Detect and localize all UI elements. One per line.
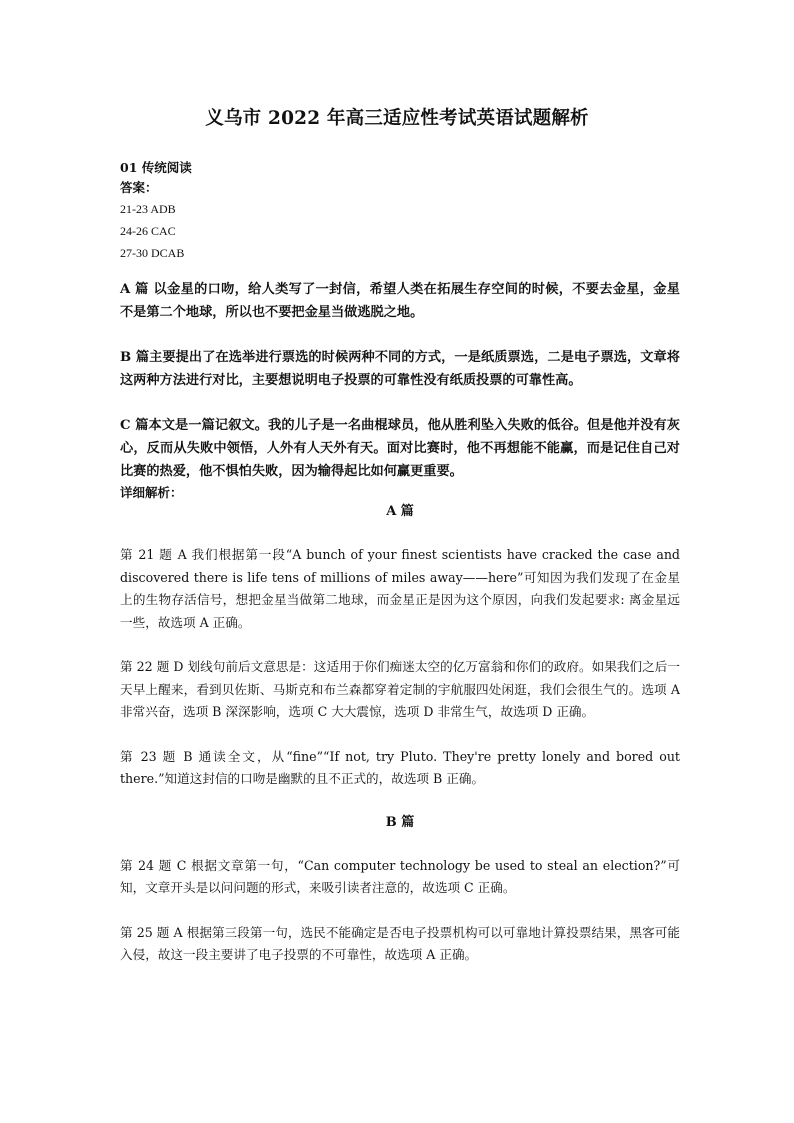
answer-list	[120, 198, 680, 264]
answer-line: 21-23 ADB	[120, 202, 176, 216]
answer-line: 27-30 DCAB	[120, 246, 185, 260]
question-21: 第 21 题 A 我们根据第一段“A bunch of your finest scientists have cracked the case and discovered there is life tens of millions of miles away——here”可知因为我们发现了在金星上的生物存活信号，想把金星当做第二地球，而金星正是因为这个原因，向我们发起要求: 离金星远一些，故选项 A 正确。	[120, 547, 680, 630]
question-23: 第 23 题 B 通读全文，从“fine”“If not, try Pluto. They're pretty lonely and bored out there.”知道这封信的口吻是幽默的且不正式的，故选项 B 正确。	[120, 748, 680, 786]
detail-label: 详细解析：	[120, 485, 183, 500]
document-body	[120, 158, 680, 967]
summary-b: B 篇主要提出了在选举进行票选的时候两种不同的方式，一是纸质票选，二是电子票选，文章将这两种方法进行对比，主要想说明电子投票的可靠性没有纸质投票的可靠性高。	[120, 350, 680, 388]
question-25: 第 25 题 A 根据第三段第一句，选民不能确定是否电子投票机构可以可靠地计算投票结果，黑客可能入侵，故这一段主要讲了电子投票的不可靠性，故选项 A 正确。	[120, 924, 680, 962]
question-24: 第 24 题 C 根据文章第一句，“Can computer technology be used to steal an election?”可知，文章开头是以问问题的形式，来吸引读者注意的，故选项 C 正确。	[120, 857, 680, 895]
section-heading: 01 传统阅读	[120, 160, 192, 175]
question-22: 第 22 题 D 划线句前后文意思是：这适用于你们痴迷太空的亿万富翁和你们的政府。如果我们之后一天早上醒来，看到贝佐斯、马斯克和布兰森都穿着定制的宇航服四处闲逛，我们会很生气的。选项 A 非常兴奋，选项 B 深深影响，选项 C 大大震惊，选项 D 非常生气，故选项 D 正确。	[120, 659, 680, 719]
document-title: 义乌市 2022 年高三适应性考试英语试题解析	[205, 108, 589, 129]
part-b-heading: B 篇	[385, 814, 415, 830]
summary-a: A 篇 以金星的口吻，给人类写了一封信，希望人类在拓展生存空间的时候，不要去金星，金星不是第二个地球，所以也不要把金星当做逃脱之地。	[120, 282, 680, 320]
part-a-heading: A 篇	[386, 504, 414, 519]
summary-c: C 篇本文是一篇记叙文。我的儿子是一名曲棍球员，他从胜利坠入失败的低谷。但是他并没有灰心，反而从失败中领悟，人外有人天外有天。面对比赛时，他不再想能不能赢，而是记住自己对比赛的热爱，他不惧怕失败，因为输得起比如何赢更重要。	[120, 418, 680, 479]
answer-label: 答案：	[120, 180, 158, 195]
answer-line: 24-26 CAC	[120, 224, 176, 238]
